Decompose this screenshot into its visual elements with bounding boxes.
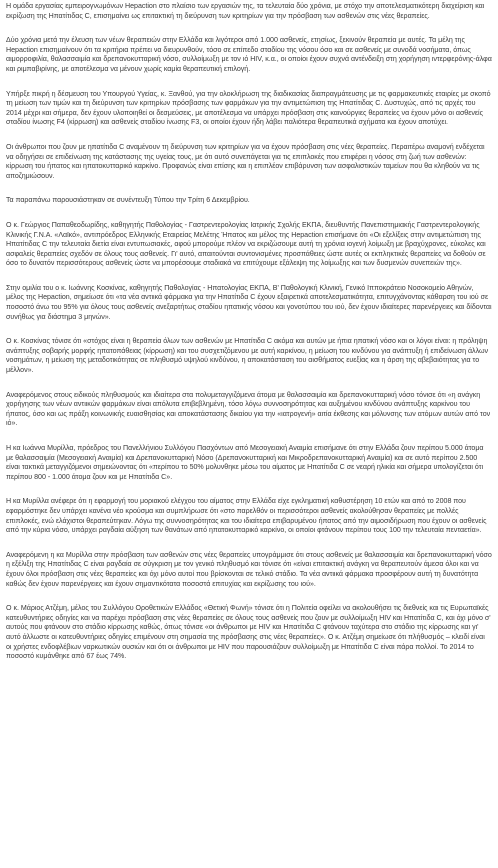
article-paragraph-4: Οι άνθρωποι που ζουν με ηπατίτιδα C αναμένουν τη διεύρυνση των κριτηρίων για να έχουν πρόσβαση στις νέες θεραπείες. Περαιτέρω αναμονή ενδέχεται να οδηγήσει σε επιδείνωση της κατάστασης της υγείας τους, με ότι αυτό συνεπάγεται για τις επιπλοκές που επιφέρει η νόσος στη ζωή των ασθενών: κίρρωση του ήπατος και ηπατοκυτταρικό καρκίνο. Προφανώς είναι επίσης και η επιπλέον επιβάρυνση των ασφαλιστικών ταμείων που θα κληθούν να τις αποζημιώσουν. bbox=[6, 142, 485, 180]
article-paragraph-10: Η κα Ιωάννα Μυρίλλα, πρόεδρος του Πανελλήνιου Συλλόγου Πασχόντων από Μεσογειακή Αναιμία επισήμανε ότι στην Ελλάδα ζουν περίπου 5.000 άτομα με θαλασσαιμία (Μεσογειακή Αναιμία) και Δρεπανοκυτταρική Νόσο (Δρεπανοκυτταρική και Μικροδρεπανοκυτταρική Αναιμία) και σε αυτό περίπου 2.500 είναι τακτικά μεταγγιζόμενοι σημειώνοντας ότι «περίπου το 50% μολυνθηκε μέσω του αίματος με Ηπατίτιδα C σε νεαρή ηλικία και σήμερα υπολογίζεται ότι περίπου 800 - 1.000 άτομα ζουν και με Ηπατίτιδα C». bbox=[6, 444, 484, 481]
article-paragraph-13: Ο κ. Μάριος Ατζέμη, μέλος του Συλλόγου Οροθετικών Ελλάδος «Θετική Φωνή» τόνισε ότι η Πολιτεία οφείλει να ακολουθήσει τις διεθνείς και τις Ευρωπαϊκές κατευθυντήριες οδηγίες και να παρέχει πρόσβαση στις νέες θεραπείες σε όλους τους ασθενείς που ζουν με συλλοίμωξη HIV και Ηπατίτιδα C, και όχι μόνο σ' αυτούς που φτάνουν στο στάδιο κίρρωσης καθώς, όπως τόνισε «οι άνθρωποι με HIV και Ηπατίτιδα C φτάνουν ταχύτερα στο στάδιο της κίρρωσης και γι' αυτό άλλωστε οι κατευθυντήριες οδηγίες επιμένουν στη σημασία της πρόσβασης στις νέες θεραπείες». Ο κ. Ατζέμη σημείωσε ότι πλήθυσμός – κλειδί είναι οι χρήστες ενδοφλέβιων ναρκωτικών ουσιών και ότι οι άνθρωποι με HIV που παρουσιάζουν συλλοίμωξη με Ηπατίτιδα C είναι πάρα πολλοί. Το 2014 το ποσοστό κυμάνθηκε από 67 έως 74%. bbox=[6, 604, 491, 661]
article-paragraph-3: Υπήρξε πικρή η δέσμευση του Υπουργού Υγείας, κ. Ξανθού, για την ολοκλήρωση της διαδικασίας διαπραγμάτευσης με τις φαρμακευτικές εταιρίες με σκοπό τη μείωση των τιμών και τη διεύρυνση των κριτηρίων πρόσβασης των φαρμάκων για την αντιμετώπιση της Ηπατίτιδας C. Δυστυχώς, από τις αρχές του 2014 μέχρι και σήμερα, δεν έχουν υλοποιηθεί οι δεσμεύσεις, με αποτέλεσμα να υπάρχει πρόσβαση στις καινούργιες θεραπείες να έχουν μόνο οι ασθενείς σταδίου ίνωσης F4 (κίρρωση) και ασθενείς σταδίου ίνωσης F3, οι οποίοι έχουν ήδη λάβει παλιότερα θεραπευτικά σχήματα και έχουν αποτύχει. bbox=[6, 89, 491, 127]
article-paragraph-11: Η κα Μυρίλλα ανέφερε ότι η εφαρμογή του μοριακού ελέγχου του αίματος στην Ελλάδα είχε εγκληματική καθυστέρηση 10 ετών και από το 2008 που εφαρμόστηκε δεν υπάρχει κανένα νέο κρούσμα και συμπλήρωσε ότι «στο παρελθόν οι περισσότεροι ασθενείς ακολούθησαν θεραπείες με πολλές επιπλοκές, ενώ ελάχιστοι θεραπεύτηκαν. Λόγω της συννοσηρότητας και του ιδιαίτερα επιβαρυμένου ήπατος από την αιμοσιδήρωση που έχουν οι ασθενείς από την κύρια νόσο, υπάρχει ραγδαία αύξηση των θανάτων από ηπατοκυτταρικό καρκίνο, οι οποίοι φτάνουν περίπου τους 100 την τελευταία πενταετία». bbox=[6, 497, 487, 535]
article-paragraph-6: Ο κ. Γεώργιος Παπαθεοδωρίδης, καθηγητής Παθολογίας - Γαστρεντερολογίας Ιατρικής Σχολής ΕΚΠΑ, διευθυντής Πανεπιστημιακής Γαστρεντερολογικής Κλινικής Γ.Ν.Α. «Λαϊκό», αντιπρόεδρος Ελληνικής Εταιρείας Μελέτης Ήπατος και μέλος της Hepaction επισήμανε ότι «Οι εξελίξεις στην αντιμετώπιση της Ηπατίτιδας C την τελευταία διετία είναι εντυπωσιακές, αφού μπορούμε πλέον να εκριζώσουμε αυτή τη χρόνια ιογενή λοίμωξη με βραχύχρονες, εύκολες και ασφαλείς θεραπείες σχεδόν σε όλους τους ασθενείς. Γι' αυτό, απαιτούνται συντονισμένες προσπάθειες ώστε αυτές οι εκπληκτικές θεραπείες να δοθούν σε όσο το δυνατόν περισσότερους ασθενείς ώστε να μπορέσουμε σταδιακά να επιτύχουμε εξάλειψη της λοίμωξης και των δυσμενών συνεπειών της». bbox=[6, 220, 486, 268]
article-paragraph-2: Δύο χρόνια μετά την έλευση των νέων θεραπειών στην Ελλάδα και λιγότεροι από 1.000 ασθενείς, ετησίως, ξεκινούν θεραπεία με αυτές. Τα μέλη της Hepaction επισημαίνουν ότι τα κριτήρια πρέπει να διευρυνθούν, τόσο σε επίπεδο σταδίου της νόσου όσο και σε ασθενείς με συνοδά νοσήματα, όπως αιμορροφιλία, θαλασσαιμία και δρεπανοκυτταρική νόσο, συλλοίμωξη με τον ιό HIV, κ.α., οι οποίοι έχουν συχνά αντένδειξη στη χορήγηση ιντερφερόνης-άλφα και ριμπαβιρίνης, με αποτέλεσμα να μένουν χωρίς καμία θεραπευτική επιλογή. bbox=[6, 36, 492, 73]
article-paragraph-7: Στην ομιλία του ο κ. Ιωάννης Κοσκίνας, καθηγητής Παθολογίας - Ηπατολογίας ΕΚΠΑ, Β' Παθολογική Κλινική, Γενικό Ιπποκράτειο Νοσοκομείο Αθηνών, μέλος της Hepaction, σημείωσε ότι «τα νέα αντιικά φάρμακα για την Ηπατίτιδα C έχουν εξαιρετικά αποτελεσματικότητα, επιτυγχάνοντας κάθαρση του ιού σε ποσοστό άνω του 95% για όλους τους ασθενείς ανεξαρτήτως σταδίου ηπατικής νόσου και γονοτύπου του ιού, δεν έχουν ιδιαίτερες παρενέργειες και δίδονται συνήθως για διάστημα 3 μηνών». bbox=[6, 283, 492, 321]
article-paragraph-9: Αναφερόμενος στους ειδικούς πληθυσμούς και ιδιαίτερα στα πολυμεταγγιζόμενα άτομα με θαλασσαιμία και δρεπανοκυτταρική νόσο τόνισε ότι «η ανάγκη χορήγησης των νέων αντιικών φαρμάκων είναι απόλυτα επιβεβλημένη, τόσο λόγω συννοσηρότητας και αυξημένου κινδύνου ανάπτυξης καρκίνου του ήπατος, όσο και ως πράξη κοινωνικής ευαισθησίας και αποκατάστασης δικαίου για την «ιατρογενή» αιτία έκθεσης και μόλυνσης των ατόμων αυτών από τον ιό». bbox=[6, 390, 491, 428]
article-paragraph-12: Αναφερόμενη η κα Μυρίλλα στην πρόσβαση των ασθενών στις νέες θεραπείες υπογράμμισε ότι στους ασθενείς με θαλασσαιμία και δρεπανοκυτταρική νόσο η εξέλιξη της Ηπατίτιδας C είναι ραγδαία σε σύγκριση με τον γενικό πληθυσμό και τόνισε ότι «είναι επιτακτική ανάγκη να θεραπευτούν άμεσα όλοι και να έχουν όλοι πρόσβαση στις νέες θεραπείες και όχι μόνο αυτοί που βρίσκονται σε τελικό στάδιο. Τα νέα αντιικά φάρμακα προσφέρουν αυτή τη δυνατότητα καθώς δεν έχουν παρενέργειες και έχουν σημαντικότατα ποσοστά επιτυχίας και εκρίζωσης του ιού». bbox=[6, 550, 492, 588]
article-paragraph-8: Ο κ. Κοσκίνας τόνισε ότι «στόχος είναι η θεραπεία όλων των ασθενών με Ηπατίτιδα C ακόμα και αυτών με ήπια ηπατική νόσο και οι λόγοι είναι: η πρόληψη ανάπτυξης σοβαρής μορφής ηπατοπάθειας (κίρρωση) και του συσχετιζόμενου με αυτή καρκίνου, η μείωση του κινδύνου για ανάπτυξη ή επιδείνωση άλλων νοσημάτων, η μείωση της μεταδοτικότητας σε πληθυσμό υψηλού κινδύνου, η αποκατάσταση του αισθήματος ευεξίας και η άρση της αβεβαιότητας για το μέλλον». bbox=[6, 337, 489, 375]
article-paragraph-1: Η ομάδα εργασίας εμπειρογνωμόνων Hepaction στο πλαίσιο των εργασιών της, τα τελευταία δύο χρόνια, με στόχο την αποτελεσματικότερη διαχείριση και εκρίζωση της Ηπατίτιδας C, επισημαίνει ως επιτακτική τη διεύρυνση των κριτηρίων για την πρόσβαση των ασθενών στις νέες θεραπείες. bbox=[6, 2, 485, 20]
article-paragraph-5: Τα παραπάνω παρουσιάστηκαν σε συνέντευξη Τύπου την Τρίτη 6 Δεκεμβρίου. bbox=[6, 196, 250, 205]
